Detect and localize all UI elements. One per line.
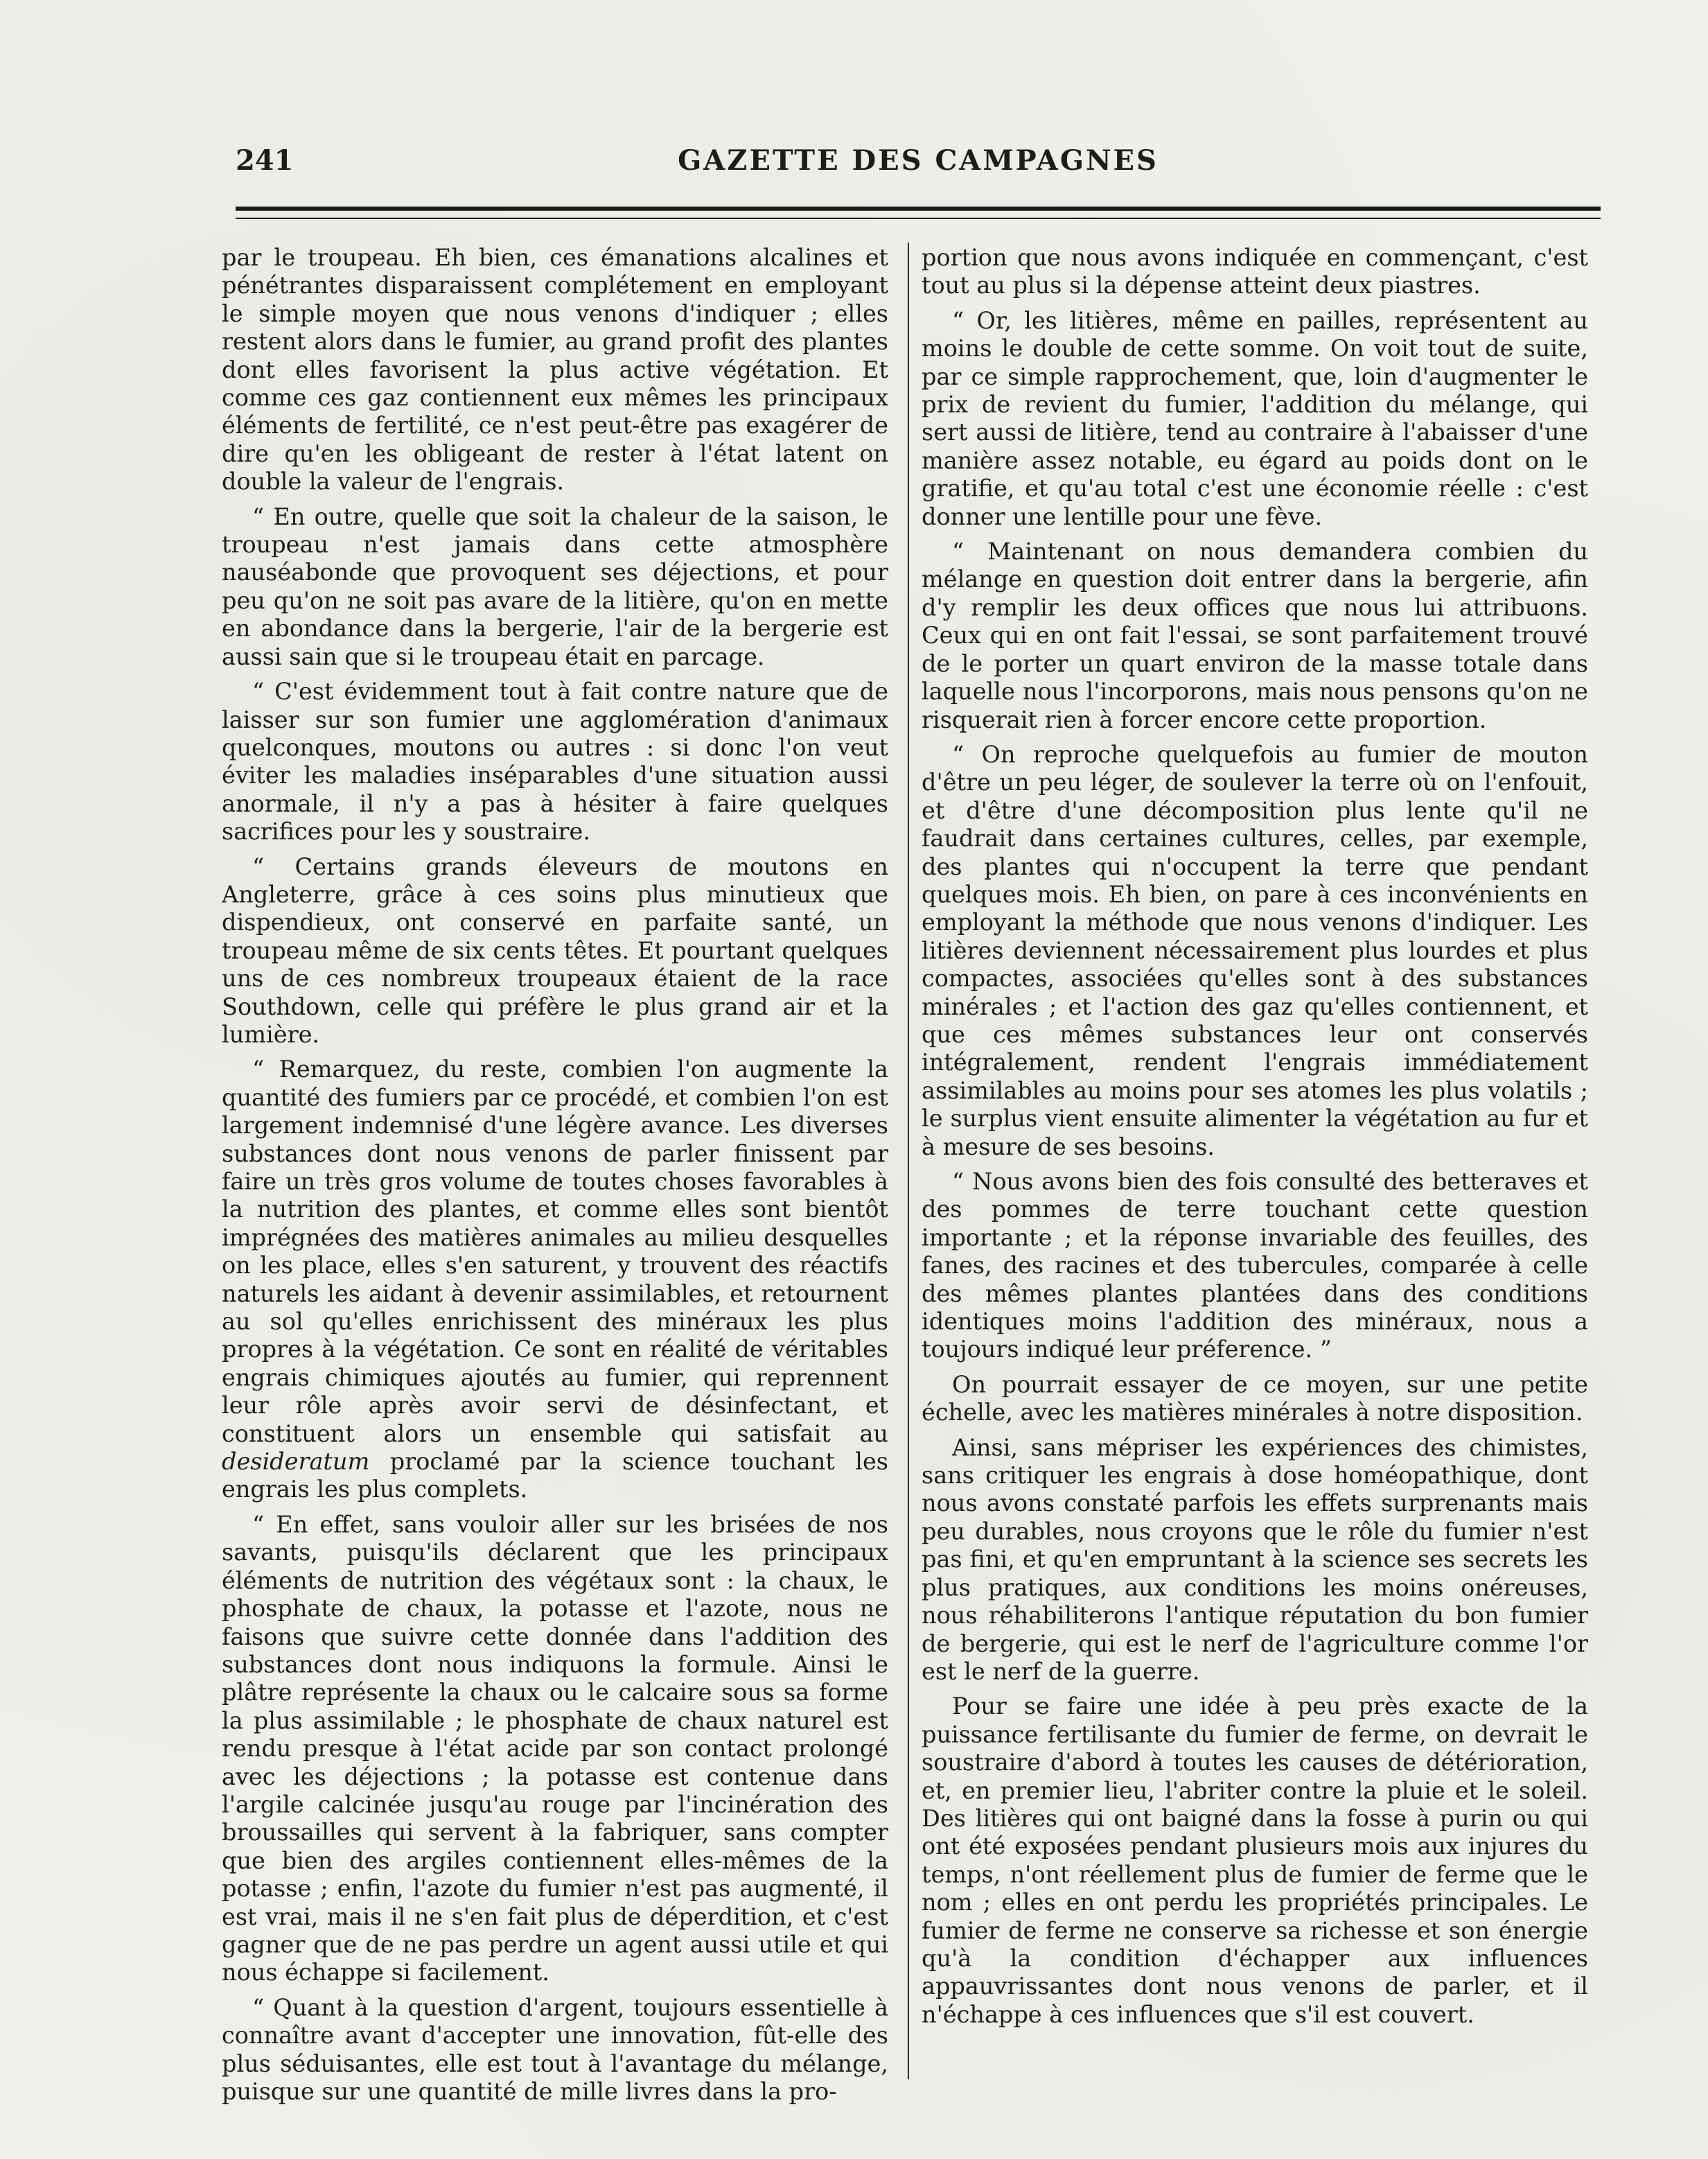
header-rule-thick — [236, 207, 1601, 211]
italic-term: desideratum — [222, 1448, 370, 1476]
paragraph: “ C'est évidemment tout à fait contre nature que de laisser sur son fumier une agglomération d'animaux quelconques, moutons ou autres : si donc l'on veut éviter les maladies inséparables d'une situation aussi anormale, il n'y a pas à hésiter à faire quelques sacrifices pour les y soustraire. — [222, 678, 888, 846]
running-title: GAZETTE DES CAMPAGNES — [678, 144, 1159, 177]
paragraph: “ Nous avons bien des fois consulté des betteraves et des pommes de terre touchant cette question importante ; et la réponse invariable des feuilles, des fanes, des racines et des tubercules, comparée à celle des mêmes plantes plantées dans des conditions identiques moins l'addition des minéraux, nous a toujours indiqué leur préference. ” — [922, 1168, 1588, 1363]
paragraph: “ En outre, quelle que soit la chaleur de la saison, le troupeau n'est jamais dans cette atmosphère nauséabonde que provoquent ses déjections, et pour peu qu'on ne soit pas avare de la litière, qu'on en mette en abondance dans la bergerie, l'air de la bergerie est aussi sain que si le troupeau était en parcage. — [222, 502, 888, 670]
page-header — [236, 144, 1601, 186]
paragraph: “ On reproche quelquefois au fumier de mouton d'être un peu léger, de soulever la terre où on l'enfouit, et d'être d'une décomposition plus lente qu'il ne faudrait dans certaines cultures, celles, par exemple, des plantes qui n'occupent la terre que pendant quelques mois. Eh bien, on pare à ces inconvénients en employant la méthode que nous venons d'indiquer. Les litières deviennent nécessairement plus lourdes et plus compactes, associées qu'elles sont à des substances minérales ; et l'action des gaz qu'elles contiennent, et que ces mêmes substances leur ont conservés intégralement, rendent l'engrais immédiatement assimilables au moins pour ses atomes les plus volatils ; le surplus vient ensuite alimenter la végétation au fur et à mesure de ses besoins. — [922, 740, 1588, 1160]
paragraph: “ Certains grands éleveurs de moutons en Angleterre, grâce à ces soins plus minutieux que dispendieux, ont conservé en parfaite santé, un troupeau même de six cents têtes. Et pourtant quelques uns de ces nombreux troupeaux étaient de la race Southdown, celle qui préfère le plus grand air et la lumière. — [222, 853, 888, 1048]
paragraph: “ Maintenant on nous demandera combien du mélange en question doit entrer dans la bergerie, afin d'y remplir les deux offices que nous lui attribuons. Ceux qui en ont fait l'essai, se sont parfaitement trouvé de le porter un quart environ de la masse totale dans laquelle nous l'incorporons, mais nous pensons qu'on ne risquerait rien à forcer encore cette proportion. — [922, 538, 1588, 733]
page-number: 241 — [236, 144, 294, 177]
right-column — [922, 244, 1588, 2074]
paragraph: “ Quant à la question d'argent, toujours essentielle à connaître avant d'accepter une innovation, fût-elle des plus séduisantes, elle est tout à l'avantage du mélange, puisque sur une quantité de mille livres dans la pro- — [222, 1993, 888, 2105]
paragraph: portion que nous avons indiquée en commençant, c'est tout au plus si la dépense atteint deux piastres. — [922, 244, 1588, 299]
paragraph: “ Remarquez, du reste, combien l'on augmente la quantité des fumiers par ce procédé, et combien l'on est largement indemnisé d'une légère avance. Les diverses substances dont nous venons de parler finissent par faire un très gros volume de toutes choses favorables à la nutrition des plantes, et comme elles sont bientôt imprégnées des matières animales au milieu desquelles on les place, elles s'en saturent, y trouvent des réactifs naturels les aidant à devenir assimilables, et retournent au sol qu'elles enrichissent des minéraux les plus propres à la végétation. Ce sont en réalité de véritables engrais chimiques ajoutés au fumier, qui reprennent leur rôle après avoir servi de désinfectant, et constituent alors un ensemble qui satisfait au desideratum proclamé par la science touchant les engrais les plus complets. — [222, 1056, 888, 1503]
paragraph: par le troupeau. Eh bien, ces émanations alcalines et pénétrantes disparaissent complétement en employant le simple moyen que nous venons d'indiquer ; elles restent alors dans le fumier, au grand profit des plantes dont elles favorisent la plus active végétation. Et comme ces gaz contiennent eux mêmes les principaux éléments de fertilité, ce n'est peut-être pas exagérer de dire qu'en les obligeant de rester à l'état latent on double la valeur de l'engrais. — [222, 244, 888, 496]
paragraph: Pour se faire une idée à peu près exacte de la puissance fertilisante du fumier de ferme, on devrait le soustraire d'abord à toutes les causes de détérioration, et, en premier lieu, l'abriter contre la pluie et le soleil. Des litières qui ont baigné dans la fosse à purin ou qui ont été exposées pendant plusieurs mois aux injures du temps, n'ont réellement plus de fumier de ferme que le nom ; elles en ont perdu les propriétés principales. Le fumier de ferme ne conserve sa richesse et son énergie qu'à la condition d'échapper aux influences appauvrissantes dont nous venons de parler, et il n'échappe à ces influences que s'il est couvert. — [922, 1693, 1588, 2028]
left-column — [222, 244, 888, 2105]
paragraph: On pourrait essayer de ce moyen, sur une petite échelle, avec les matières minérales à notre disposition. — [922, 1370, 1588, 1426]
column-divider — [908, 243, 909, 2079]
paragraph: “ Or, les litières, même en pailles, représentent au moins le double de cette somme. On voit tout de suite, par ce simple rapprochement, que, loin d'augmenter le prix de revient du fumier, l'addition du mélange, qui sert aussi de litière, tend au contraire à l'abaisser d'une manière assez notable, eu égard au poids dont on le gratifie, et qu'au total c'est une économie réelle : c'est donner une lentille pour une fève. — [922, 306, 1588, 530]
paragraph: “ En effet, sans vouloir aller sur les brisées de nos savants, puisqu'ils déclarent que les principaux éléments de nutrition des végétaux sont : la chaux, le phosphate de chaux, la potasse et l'azote, nous ne faisons que suivre cette donnée dans l'addition des substances dont nous indiquons la formule. Ainsi le plâtre représente la chaux ou le calcaire sous sa forme la plus assimilable ; le phosphate de chaux naturel est rendu presque à l'état acide par son contact prolongé avec les déjections ; la potasse est contenue dans l'argile calcinée jusqu'au rouge par l'incinération des broussailles qui servent à la fabriquer, sans compter que bien des argiles contiennent elles-mêmes de la potasse ; enfin, l'azote du fumier n'est pas augmenté, il est vrai, mais il ne s'en fait plus de déperdition, et c'est gagner que de ne pas perdre un agent aussi utile et qui nous échappe si facilement. — [222, 1510, 888, 1986]
paragraph: Ainsi, sans mépriser les expériences des chimistes, sans critiquer les engrais à dose homéopathique, dont nous avons constaté parfois les effets surprenants mais peu durables, nous croyons que le rôle du fumier n'est pas fini, et qu'en empruntant à la science ses secrets les plus pratiques, aux conditions les moins onéreuses, nous réhabiliterons l'antique réputation du bon fumier de bergerie, qui est le nerf de l'agriculture comme l'or est le nerf de la guerre. — [922, 1433, 1588, 1685]
header-rule-thin — [236, 218, 1601, 219]
